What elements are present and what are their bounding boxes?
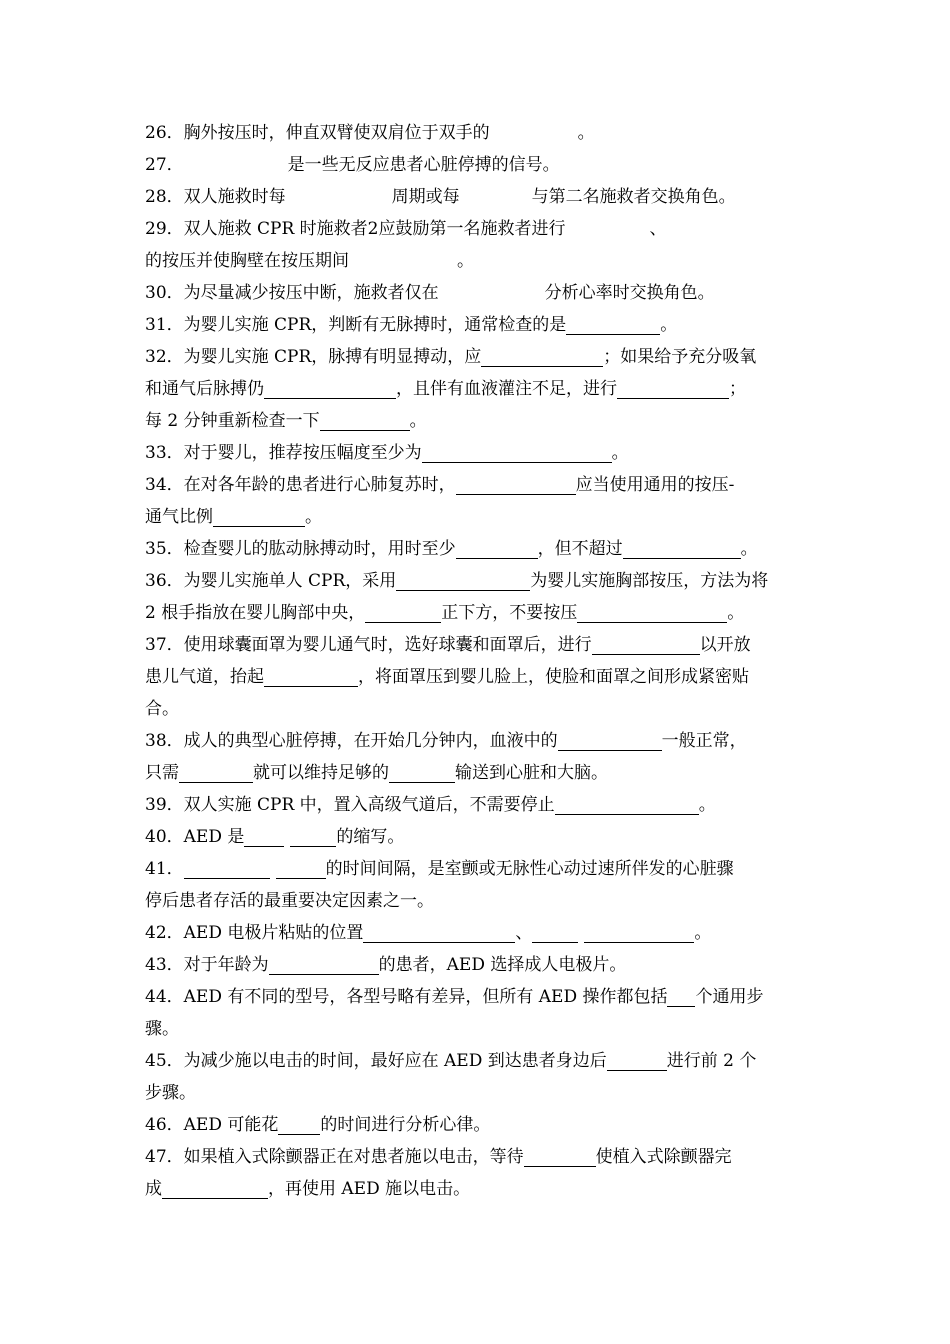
question-text: 。 <box>660 315 678 335</box>
answer-blank[interactable] <box>264 376 396 399</box>
question-45 <box>145 1045 810 1077</box>
question-text: 骤。 <box>145 1019 179 1039</box>
answer-blank[interactable] <box>617 376 729 399</box>
question-44 <box>145 981 810 1013</box>
question-44-line-2 <box>145 1013 810 1045</box>
question-text: 、 <box>515 923 533 943</box>
question-26 <box>145 117 810 149</box>
question-35 <box>145 533 810 565</box>
answer-blank[interactable] <box>558 728 662 751</box>
question-43 <box>145 949 810 981</box>
question-27 <box>145 149 810 181</box>
answer-blank[interactable] <box>623 536 741 559</box>
question-30 <box>145 277 810 309</box>
question-text: 进行前 2 个 <box>666 1051 757 1071</box>
question-text: 。 <box>611 443 629 463</box>
question-text: 输送到心脏和大脑。 <box>455 763 608 783</box>
answer-blank[interactable] <box>623 1048 651 1071</box>
question-text: 47．如果植入式除颤器正在对患者施以电击，等待 <box>145 1147 524 1167</box>
answer-blank[interactable] <box>584 920 694 943</box>
question-text: 。 <box>698 795 716 815</box>
question-text: 28．双人施救时每 <box>145 187 286 207</box>
question-29 <box>145 213 810 245</box>
question-text: 45．为减少施以电击的时间，最好应在 AED 到达患者身边后 <box>145 1051 607 1071</box>
question-text: 43．对于年龄为 <box>145 955 269 975</box>
question-text: 。 <box>694 923 712 943</box>
answer-blank[interactable] <box>363 920 507 943</box>
question-34 <box>145 469 810 501</box>
question-text: 。 <box>727 603 745 623</box>
question-text: 每 2 分钟重新检查一下 <box>145 411 320 431</box>
question-text: 38．成人的典型心脏停搏，在开始几分钟内，血液中的 <box>145 731 558 751</box>
question-34-line-2 <box>145 501 810 533</box>
question-text: 30．为尽量减少按压中断，施救者仅在 <box>145 283 439 303</box>
answer-blank[interactable] <box>276 856 326 879</box>
question-text: 36．为婴儿实施单人 CPR，采用 <box>145 571 397 591</box>
question-31 <box>145 309 810 341</box>
question-text: 27． <box>145 155 184 175</box>
question-text: 周期或每 <box>391 187 460 207</box>
question-text: 的患者，AED 选择成人电极片。 <box>378 955 627 975</box>
question-text: 的时间进行分析心律。 <box>320 1115 491 1135</box>
question-text: 的按压并使胸壁在按压期间 <box>145 251 349 271</box>
question-45-line-2 <box>145 1077 810 1109</box>
question-text: 31．为婴儿实施 CPR，判断有无脉搏时，通常检查的是 <box>145 315 567 335</box>
question-39 <box>145 789 810 821</box>
question-38 <box>145 725 810 757</box>
question-text: 39．双人实施 CPR 中，置入高级气道后，不需要停止 <box>145 795 555 815</box>
question-text: 。 <box>577 123 595 143</box>
answer-blank[interactable] <box>264 664 358 687</box>
question-text: 32．为婴儿实施 CPR，脉搏有明显搏动，应 <box>145 347 482 367</box>
answer-blank[interactable] <box>588 1144 596 1167</box>
question-text: 46．AED 可能花 <box>145 1115 279 1135</box>
answer-blank[interactable] <box>277 952 371 975</box>
answer-blank[interactable] <box>278 1112 296 1135</box>
question-text: 正下方，不要按压 <box>441 603 578 623</box>
question-29-line-2 <box>145 245 810 277</box>
question-text: 26．胸外按压时，伸直双臂使双肩位于双手的 <box>145 123 490 143</box>
question-text: 44．AED 有不同的型号，各型号略有差异，但所有 AED 操作都包括 <box>145 987 668 1007</box>
question-text: 40．AED 是 <box>145 827 245 847</box>
answer-blank[interactable] <box>524 1144 532 1167</box>
answer-blank[interactable] <box>532 920 540 943</box>
answer-blank[interactable] <box>244 824 252 847</box>
question-text: 以开放 <box>699 635 751 655</box>
question-text: 患儿气道，抬起 <box>145 667 264 687</box>
question-47-line-2 <box>145 1173 810 1205</box>
question-28 <box>145 181 810 213</box>
question-text: 。 <box>409 411 427 431</box>
question-37 <box>145 629 810 661</box>
question-text: ，再使用 AED 施以电击。 <box>268 1179 471 1199</box>
question-text: 2 根手指放在婴儿胸部中央， <box>145 603 366 623</box>
question-text: 分析心率时交换角色。 <box>544 283 715 303</box>
answer-blank[interactable] <box>540 920 578 943</box>
answer-blank[interactable] <box>371 952 379 975</box>
question-text: 一般正常， <box>661 731 747 751</box>
answer-blank[interactable] <box>296 1112 312 1135</box>
question-text: 成 <box>145 1179 162 1199</box>
question-text: 的时间间隔，是室颤或无脉性心动过速所伴发的心脏骤 <box>325 859 734 879</box>
question-38-line-2 <box>145 757 810 789</box>
answer-blank[interactable] <box>389 760 455 783</box>
question-text: 停后患者存活的最重要决定因素之一。 <box>145 891 434 911</box>
question-41-line-2 <box>145 885 810 917</box>
answer-blank[interactable] <box>269 952 277 975</box>
answer-blank[interactable] <box>607 1048 623 1071</box>
question-text: ，且伴有血液灌注不足，进行 <box>396 379 617 399</box>
answer-blank[interactable] <box>252 824 284 847</box>
question-37-line-2 <box>145 661 810 693</box>
question-32-line-2 <box>145 373 810 405</box>
question-37-line-3 <box>145 693 810 725</box>
answer-blank[interactable] <box>365 600 441 623</box>
question-text: 的缩写。 <box>336 827 405 847</box>
question-text: 42．AED 电极片粘贴的位置 <box>145 923 364 943</box>
question-text: 35．检查婴儿的肱动脉搏动时，用时至少 <box>145 539 456 559</box>
question-text: 与第二名施救者交换角色。 <box>531 187 736 207</box>
answer-blank[interactable] <box>162 1176 268 1199</box>
question-36 <box>145 565 810 597</box>
question-text: 41． <box>145 859 184 879</box>
question-text: 29．双人施救 CPR 时施救者2应鼓励第一名施救者进行 <box>145 219 566 239</box>
answer-blank[interactable] <box>667 984 675 1007</box>
question-32 <box>145 341 810 373</box>
question-text: ； <box>729 379 746 399</box>
question-text: 和通气后脉搏仍 <box>145 379 264 399</box>
answer-blank[interactable] <box>577 600 727 623</box>
answer-blank[interactable] <box>456 472 576 495</box>
question-33 <box>145 437 810 469</box>
question-47 <box>145 1141 810 1173</box>
answer-blank[interactable] <box>320 408 410 431</box>
answer-blank[interactable] <box>592 632 700 655</box>
question-text: ，将面罩压到婴儿脸上，使脸和面罩之间形成紧密贴 <box>358 667 749 687</box>
question-41 <box>145 853 810 885</box>
answer-blank[interactable] <box>555 792 699 815</box>
question-42 <box>145 917 810 949</box>
question-text: 为婴儿实施胸部按压，方法为将 <box>530 571 769 591</box>
answer-blank[interactable] <box>396 568 530 591</box>
question-text: 、 <box>649 219 667 239</box>
question-text: 使植入式除颤器完 <box>595 1147 732 1167</box>
question-text: 个通用步 <box>695 987 764 1007</box>
answer-blank[interactable] <box>566 312 660 335</box>
answer-blank[interactable] <box>456 536 538 559</box>
question-text: 就可以维持足够的 <box>253 763 389 783</box>
question-36-line-2 <box>145 597 810 629</box>
question-text: ，但不超过 <box>537 539 623 559</box>
question-text: 33．对于婴儿，推荐按压幅度至少为 <box>145 443 422 463</box>
question-text: 。 <box>457 251 474 271</box>
answer-blank[interactable] <box>213 504 305 527</box>
answer-blank[interactable] <box>481 344 603 367</box>
answer-blank[interactable] <box>290 824 336 847</box>
answer-blank[interactable] <box>675 984 695 1007</box>
answer-blank[interactable] <box>651 1048 667 1071</box>
question-text: 步骤。 <box>145 1083 196 1103</box>
answer-blank[interactable] <box>192 856 270 879</box>
question-text: 37．使用球囊面罩为婴儿通气时，选好球囊和面罩后，进行 <box>145 635 592 655</box>
question-46 <box>145 1109 810 1141</box>
question-text: 合。 <box>145 699 179 719</box>
question-text: 通气比例 <box>145 507 213 527</box>
question-text: 只需 <box>145 763 179 783</box>
question-40 <box>145 821 810 853</box>
question-text: 应当使用通用的按压- <box>575 475 735 495</box>
question-32-line-3 <box>145 405 810 437</box>
answer-blank[interactable] <box>184 856 192 879</box>
question-text: 。 <box>740 539 758 559</box>
answer-blank[interactable] <box>422 440 612 463</box>
question-text: 34．在对各年龄的患者进行心肺复苏时， <box>145 475 456 495</box>
answer-blank[interactable] <box>532 1144 588 1167</box>
question-text: 。 <box>305 507 322 527</box>
answer-blank[interactable] <box>179 760 253 783</box>
question-page <box>145 117 810 1205</box>
question-text: 是一些无反应患者心脏停搏的信号。 <box>287 155 560 175</box>
question-text: ；如果给予充分吸氧 <box>603 347 757 367</box>
